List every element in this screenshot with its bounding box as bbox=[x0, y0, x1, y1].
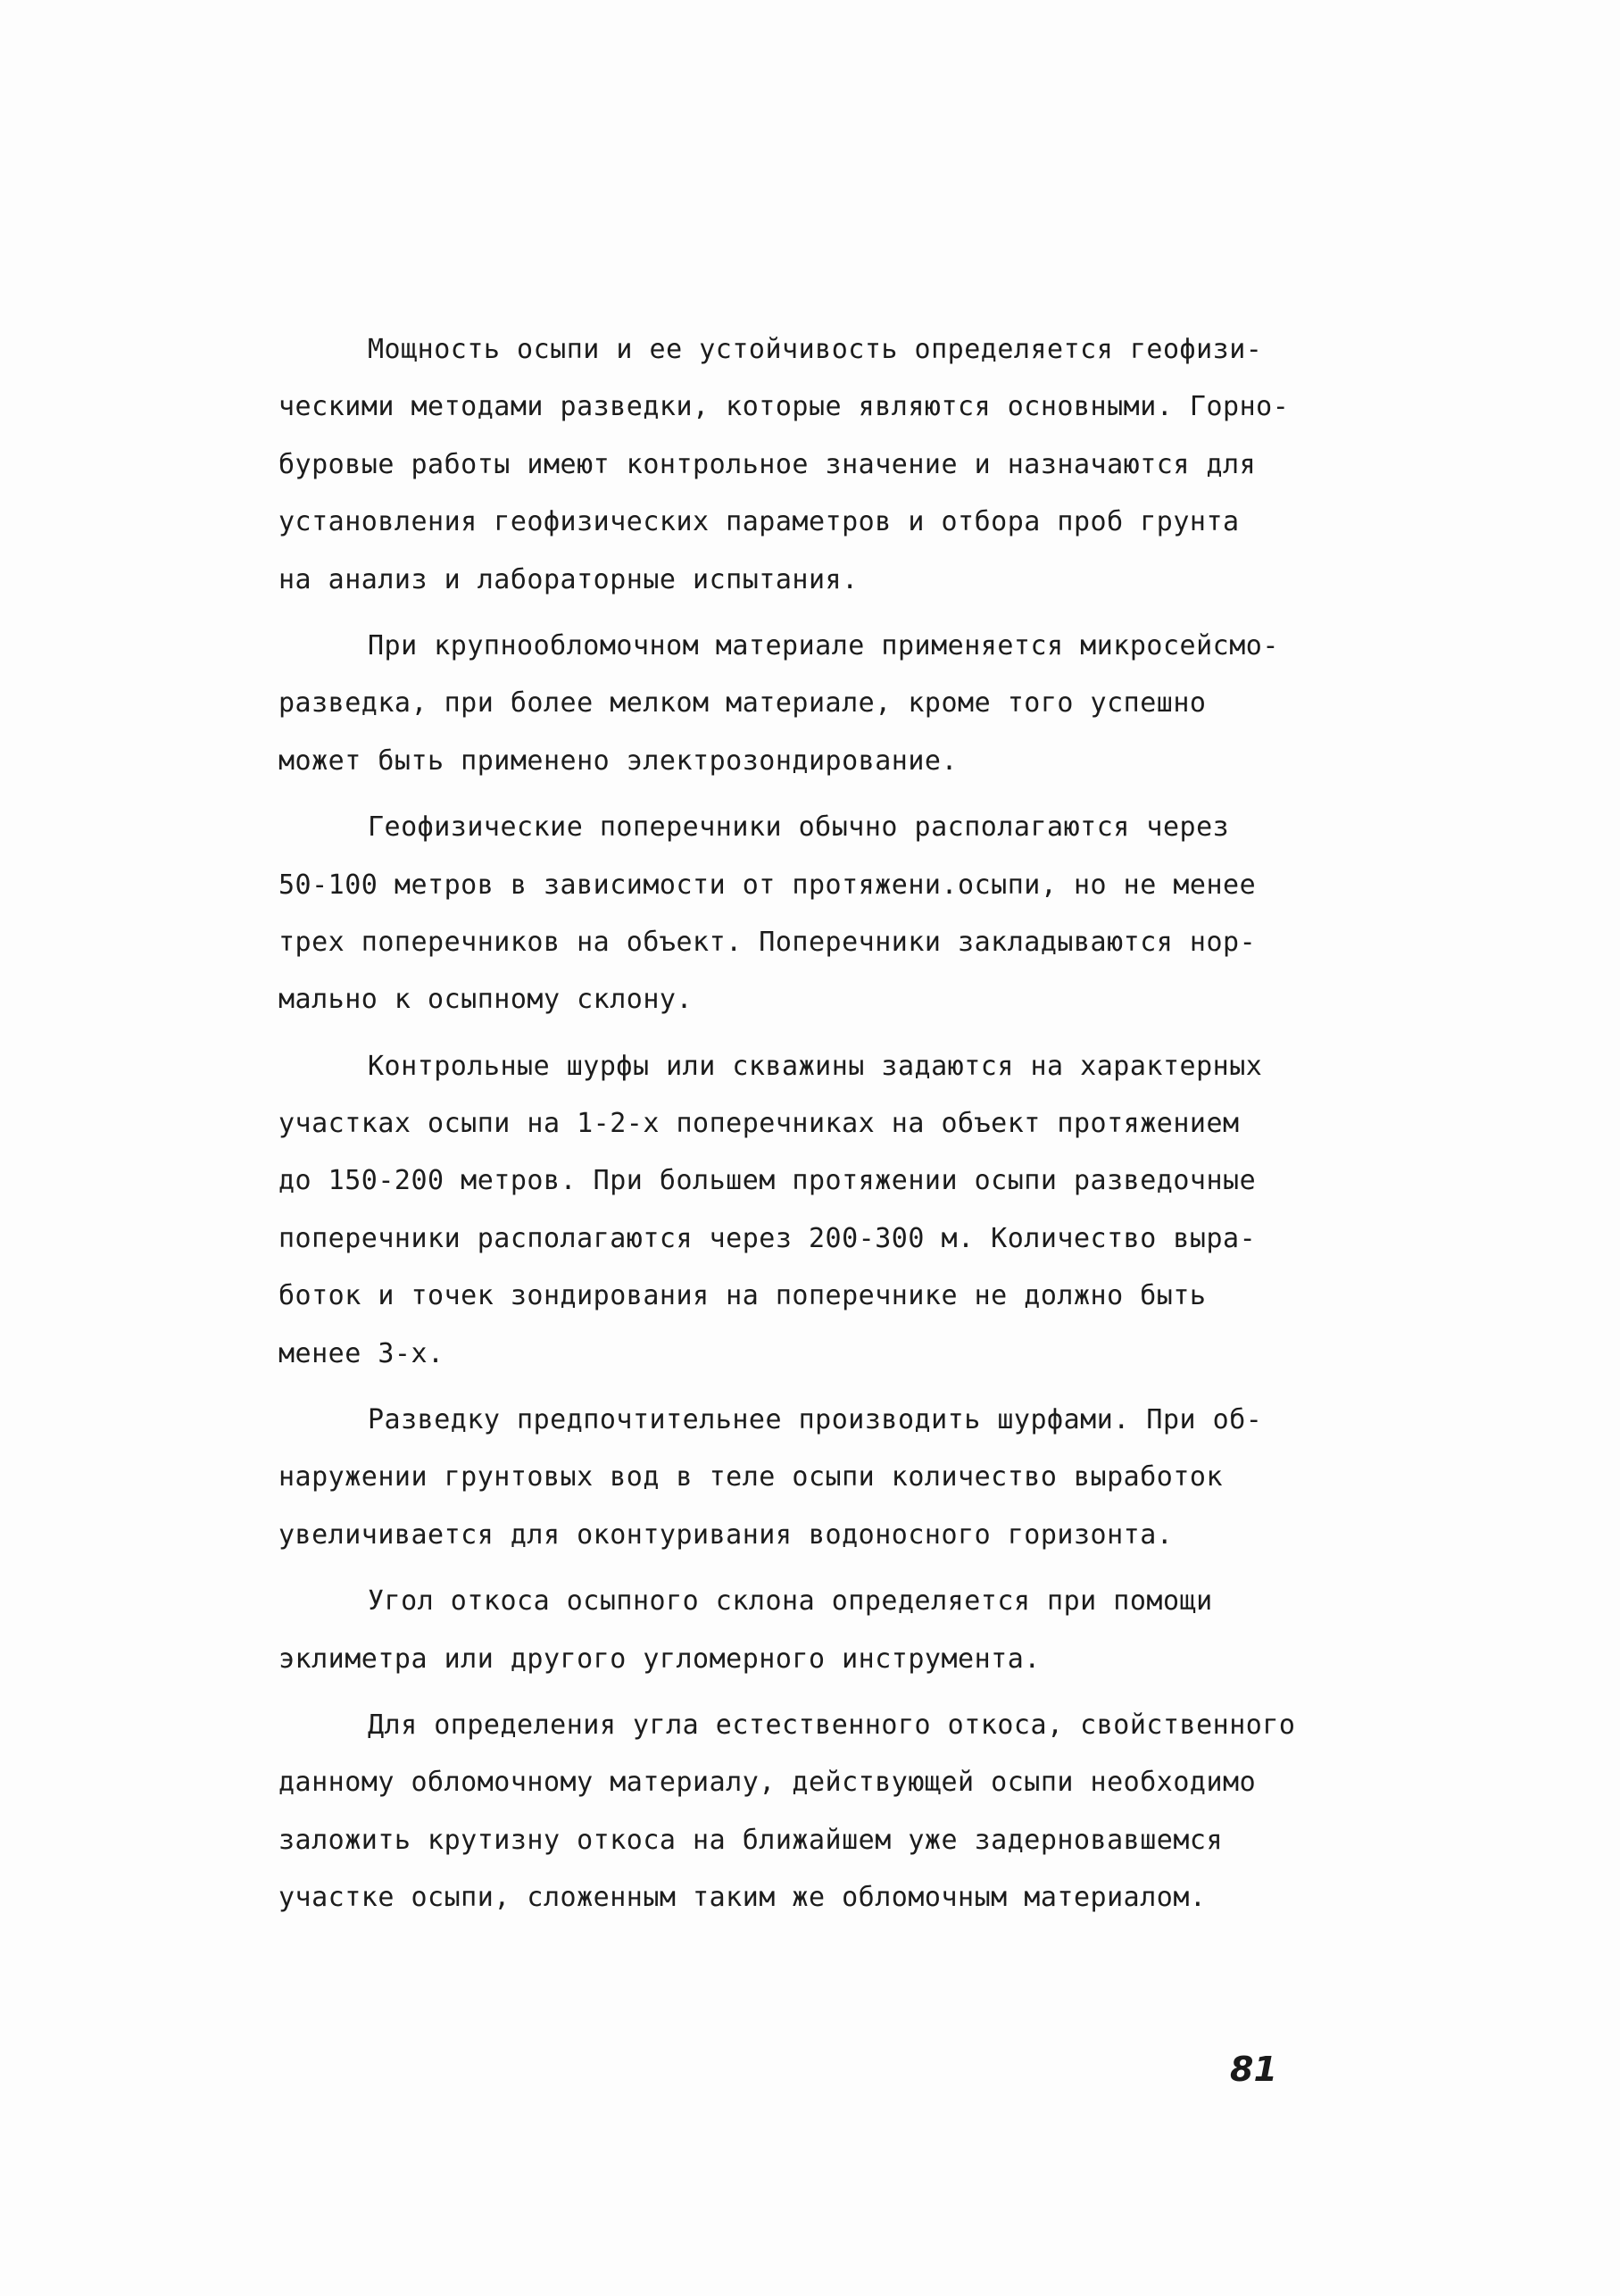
page-number: 81 bbox=[1230, 2050, 1277, 2089]
body-text bbox=[278, 321, 1341, 1927]
text-line: Разведку предпочтительнее производить шурфами. При об- bbox=[368, 1404, 1263, 1436]
text-line: может быть применено электрозондирование. bbox=[278, 745, 959, 777]
text-line: заложить крутизну откоса на ближайшем уже задерновавшемся bbox=[278, 1824, 1224, 1856]
text-line: Мощность осыпи и ее устойчивость определяется геофизи- bbox=[368, 334, 1263, 365]
text-line: установления геофизических параметров и отбора проб грунта bbox=[278, 506, 1240, 538]
text-line: увеличивается для оконтуривания водоносного горизонта. bbox=[278, 1518, 1174, 1551]
text-line: боток и точек зондирования на поперечнике не должно быть bbox=[278, 1280, 1207, 1312]
text-line: участке осыпи, сложенным таким же обломочным материалом. bbox=[278, 1882, 1207, 1914]
paragraph-3 bbox=[278, 799, 1341, 1029]
text-line: буровые работы имеют контрольное значение и назначаются для bbox=[278, 448, 1257, 480]
text-line: 50-100 метров в зависимости от протяжени.осыпи, но не менее bbox=[278, 869, 1257, 901]
text-line: на анализ и лабораторные испытания. bbox=[278, 563, 859, 595]
text-line: Контрольные шурфы или скважины задаются на характерных bbox=[368, 1050, 1263, 1082]
text-line: менее 3-х. bbox=[278, 1337, 444, 1369]
text-line: данному обломочному материалу, действующей осыпи необходимо bbox=[278, 1767, 1257, 1799]
text-line: участках осыпи на 1-2-х поперечниках на объект протяжением bbox=[278, 1108, 1240, 1140]
paragraph-gap bbox=[278, 1383, 1341, 1392]
text-line: до 150-200 метров. При большем протяжении осыпи разведочные bbox=[278, 1165, 1257, 1197]
paragraph-7 bbox=[278, 1697, 1341, 1927]
text-line: эклиметра или другого угломерного инструмента. bbox=[278, 1643, 1041, 1675]
paragraph-gap bbox=[278, 790, 1341, 799]
text-line: разведка, при более мелком материале, кроме того успешно bbox=[278, 687, 1207, 720]
paragraph-gap bbox=[278, 1688, 1341, 1697]
text-line: При крупнообломочном материале применяется микросейсмо- bbox=[368, 629, 1279, 661]
text-line: Геофизические поперечники обычно располагаются через bbox=[368, 811, 1230, 844]
text-line: наружении грунтовых вод в теле осыпи количество выработок bbox=[278, 1461, 1224, 1493]
paragraph-4 bbox=[278, 1038, 1341, 1383]
paragraph-gap bbox=[278, 1564, 1341, 1573]
text-line: Для определения угла естественного откоса, свойственного bbox=[368, 1709, 1296, 1741]
text-line: Угол откоса осыпного склона определяется при помощи bbox=[368, 1585, 1213, 1618]
text-line: мально к осыпному склону. bbox=[278, 984, 694, 1016]
paragraph-6 bbox=[278, 1573, 1341, 1688]
paragraph-1 bbox=[278, 321, 1341, 609]
text-line: трех поперечников на объект. Поперечники закладываются нор- bbox=[278, 926, 1257, 958]
paragraph-gap bbox=[278, 609, 1341, 618]
text-line: поперечники располагаются через 200-300 м. Количество выра- bbox=[278, 1222, 1257, 1254]
paragraph-5 bbox=[278, 1392, 1341, 1564]
text-line: ческими методами разведки, которые являются основными. Горно- bbox=[278, 391, 1290, 423]
paragraph-gap bbox=[278, 1029, 1341, 1038]
paragraph-2 bbox=[278, 618, 1341, 790]
